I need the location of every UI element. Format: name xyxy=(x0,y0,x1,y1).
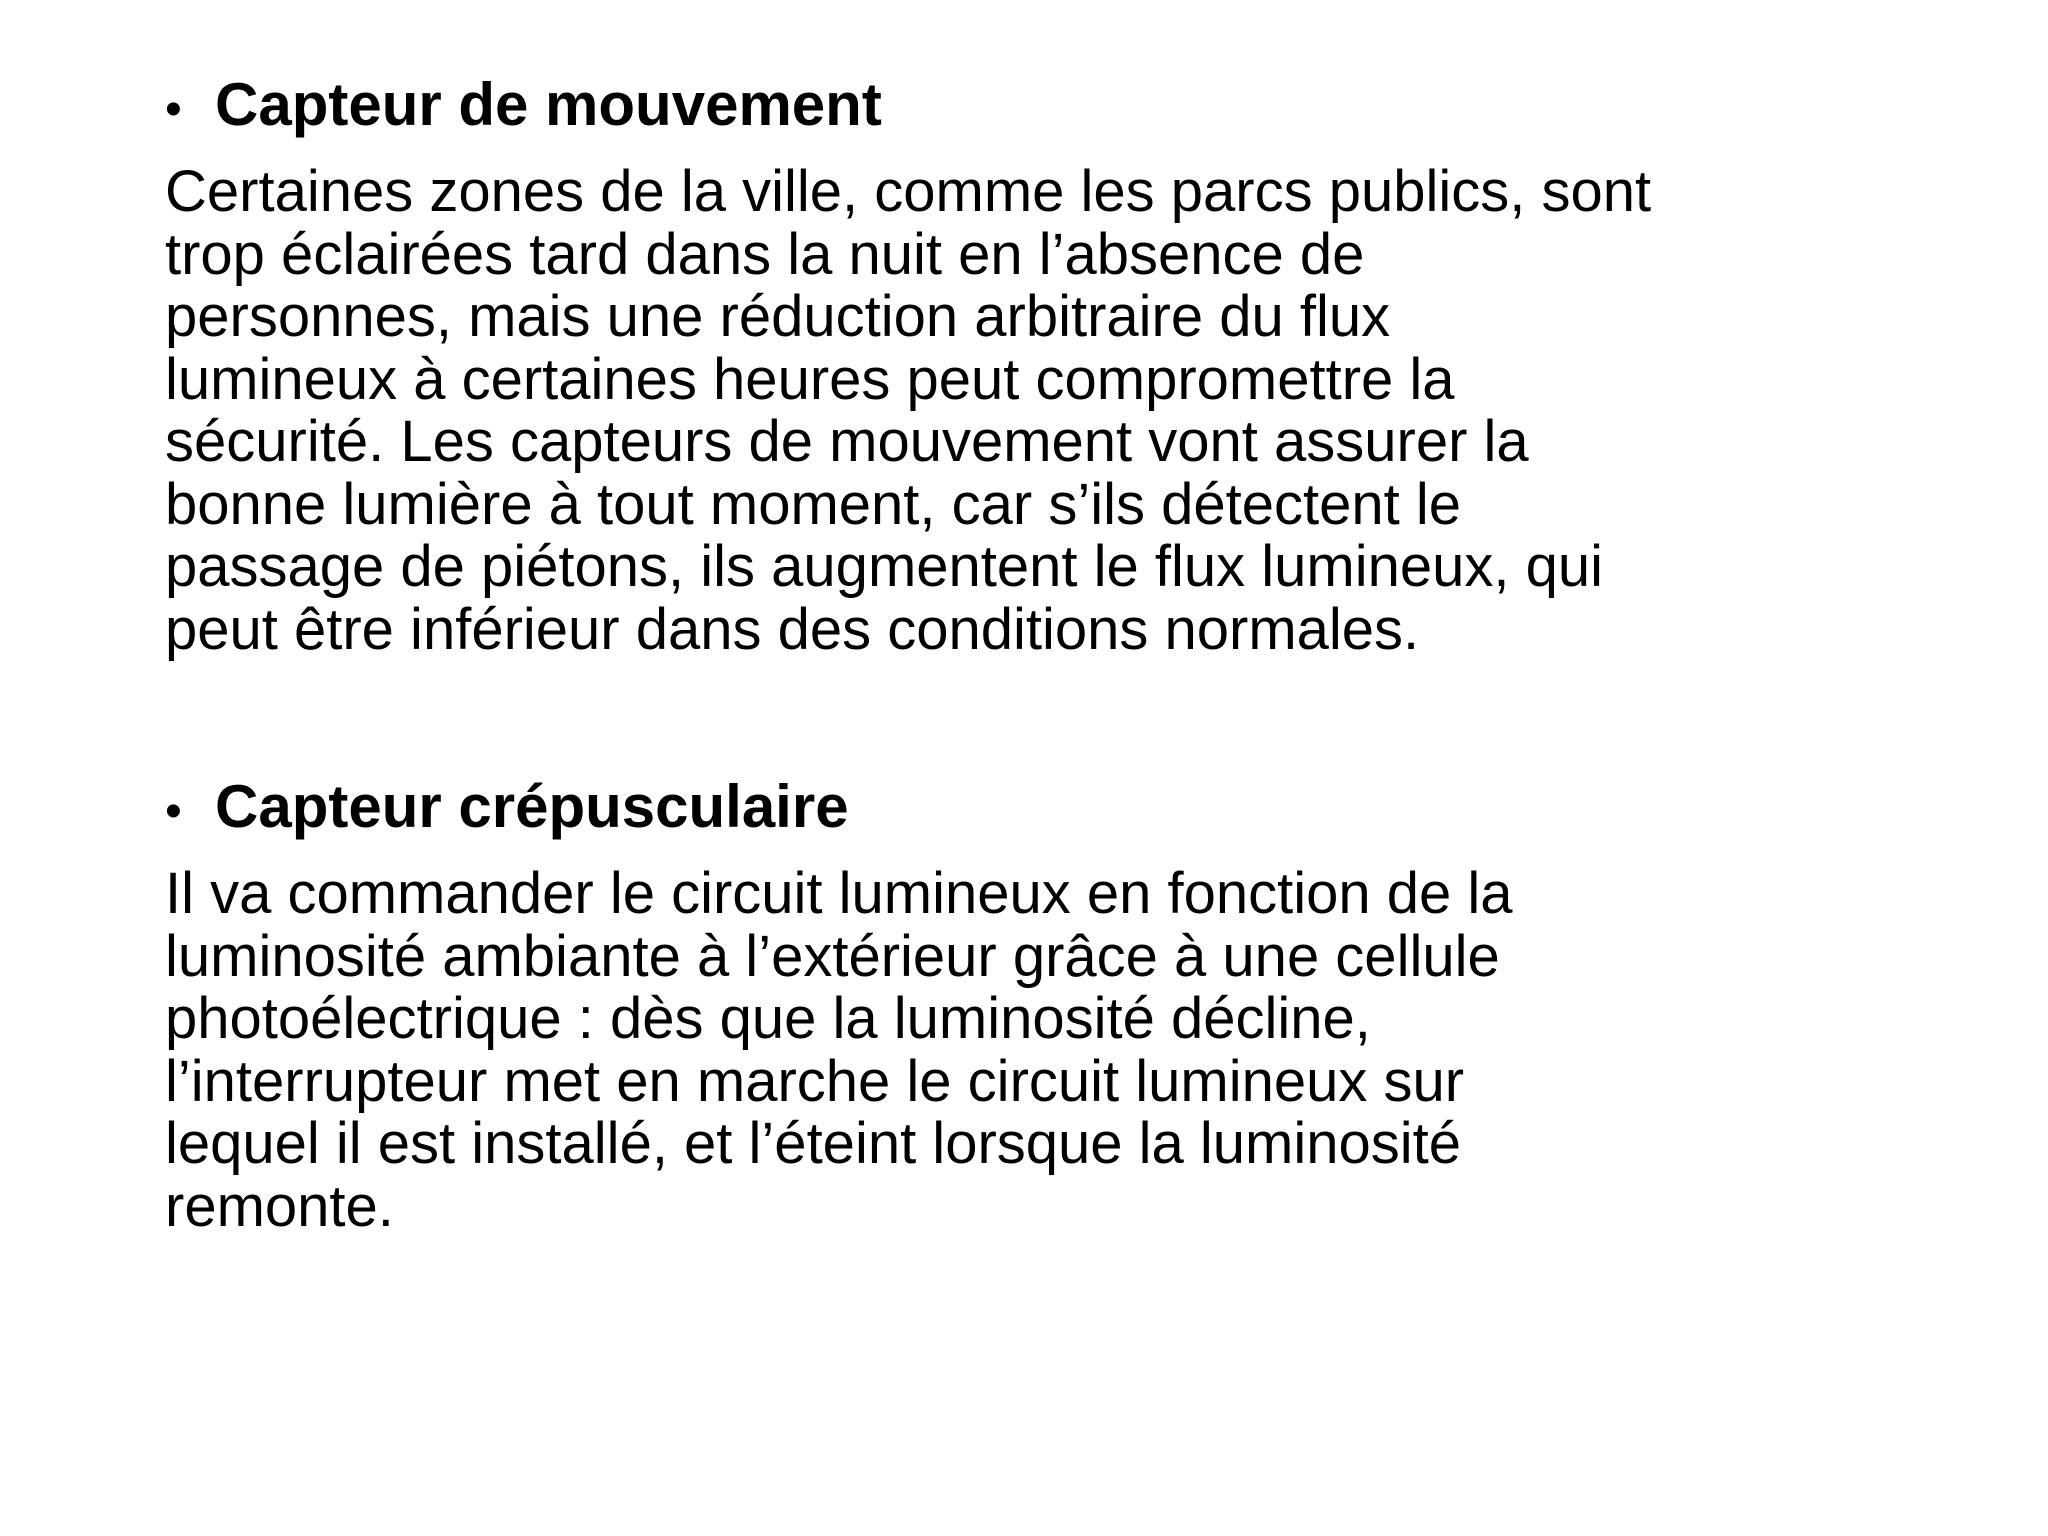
paragraph-line: luminosité ambiante à l’extérieur grâce à une cellule xyxy=(165,923,1500,989)
paragraph-line: peut être inférieur dans des conditions normales. xyxy=(165,596,1420,662)
heading-text: Capteur crépusculaire xyxy=(215,773,849,840)
paragraph-line: personnes, mais une réduction arbitraire du flux xyxy=(165,284,1391,349)
section-motion-sensor xyxy=(165,66,1925,661)
paragraph-line: sécurité. Les capteurs de mouvement vont assurer la xyxy=(165,409,1529,474)
paragraph-line: Il va commander le circuit lumineux en fonction de la xyxy=(165,861,1513,926)
bullet-icon: • xyxy=(165,83,182,136)
bullet-icon: • xyxy=(165,785,182,838)
paragraph-line: remonte. xyxy=(165,1173,394,1239)
section-heading xyxy=(165,66,1925,149)
section-heading xyxy=(165,768,1925,851)
heading-text: Capteur de mouvement xyxy=(215,71,882,138)
paragraph xyxy=(165,161,1925,661)
paragraph-line: passage de piétons, ils augmentent le flux lumineux, qui xyxy=(165,534,1603,599)
paragraph-line: Certaines zones de la ville, comme les parcs publics, sont xyxy=(165,159,1652,224)
paragraph-line: photoélectrique : dès que la luminosité décline, xyxy=(165,986,1371,1051)
section-twilight-sensor xyxy=(165,768,1925,1238)
paragraph xyxy=(165,863,1925,1238)
paragraph-line: lumineux à certaines heures peut compromettre la xyxy=(165,346,1455,412)
paragraph-line: l’interrupteur met en marche le circuit lumineux sur xyxy=(165,1048,1465,1114)
paragraph-line: trop éclairées tard dans la nuit en l’absence de xyxy=(165,221,1365,287)
paragraph-line: lequel il est installé, et l’éteint lorsque la luminosité xyxy=(165,1111,1462,1176)
paragraph-line: bonne lumière à tout moment, car s’ils détectent le xyxy=(165,471,1461,537)
